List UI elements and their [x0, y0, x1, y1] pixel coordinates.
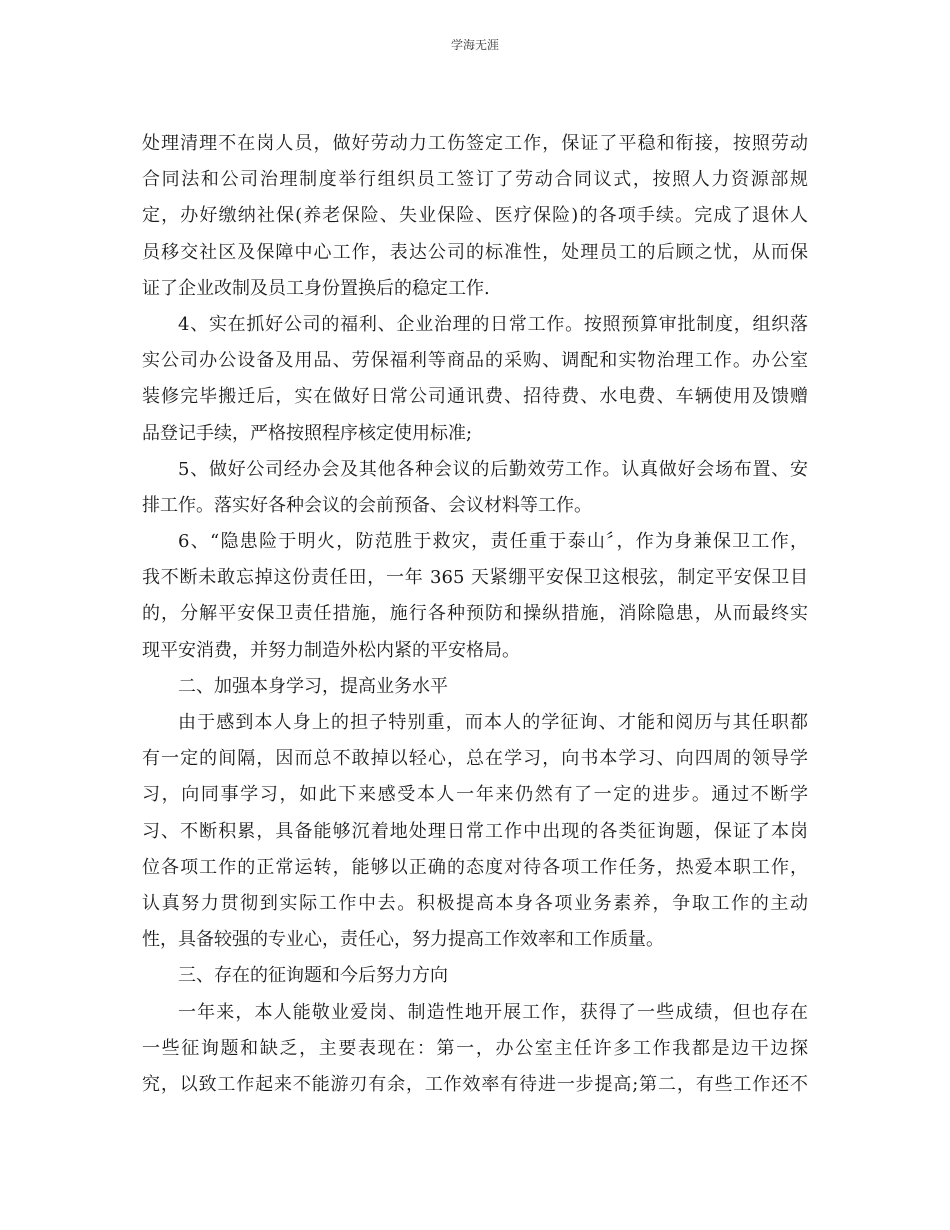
text-line: 合同法和公司治理制度举行组织员工签订了劳动合同议式，按照人力资源部规	[142, 169, 808, 191]
text-line: 定，办好缴纳社保(养老保险、失业保险、医疗保险)的各项手续。完成了退休人	[142, 205, 808, 227]
text-line: 认真努力贯彻到实际工作中去。积极提高本身各项业务素养，争取工作的主动	[142, 892, 808, 914]
text-line: 习、不断积累，具备能够沉着地处理日常工作中出现的各类征询题，保证了本岗	[142, 820, 808, 842]
text-line: 品登记手续，严格按照程序核定使用标准;	[142, 422, 473, 444]
paragraph-first-line: 一年来，本人能敬业爱岗、制造性地开展工作，获得了一些成绩，但也存在	[178, 1001, 808, 1023]
text-line: 排工作。落实好各种会议的会前预备、会议材料等工作。	[142, 494, 592, 516]
text-line: 处理清理不在岗人员，做好劳动力工伤签定工作，保证了平稳和衔接，按照劳动	[142, 133, 808, 154]
page-header: 学海无涯	[450, 38, 499, 52]
section-heading: 三、存在的征询题和今后努力方向	[178, 965, 448, 987]
text-line: 有一定的间隔，因而总不敢掉以轻心，总在学习，向书本学习、向四周的领导学	[142, 748, 808, 770]
text-line: 性，具备较强的专业心，责任心，努力提高工作效率和工作质量。	[142, 929, 664, 951]
text-line: 装修完毕搬迁后，实在做好日常公司通讯费、招待费、水电费、车辆使用及馈赠	[142, 386, 808, 408]
text-line: 现平安消费，并努力制造外松内紧的平安格局。	[142, 639, 520, 661]
paragraph-first-line: 6、“隐患险于明火，防范胜于救灾，责任重于泰山〞，作为身兼保卫工作，	[178, 531, 808, 553]
text-line: 我不断未敢忘掉这份责任田，一年 365 天紧绷平安保卫这根弦，制定平安保卫目	[142, 567, 808, 589]
paragraph-first-line: 5、做好公司经办会及其他各种会议的后勤效劳工作。认真做好会场布置、安	[178, 458, 808, 480]
section-heading: 二、加强本身学习，提高业务水平	[178, 675, 448, 697]
body-text	[142, 126, 808, 1103]
text-line: 的，分解平安保卫责任措施，施行各种预防和操纵措施，消除隐患，从而最终实	[142, 603, 808, 625]
text-line: 位各项工作的正常运转，能够以正确的态度对待各项工作任务，热爱本职工作，	[142, 856, 808, 878]
text-line: 证了企业改制及员工身份置换后的稳定工作.	[142, 277, 490, 299]
text-line: 习，向同事学习，如此下来感受本人一年来仍然有了一定的进步。通过不断学	[142, 784, 808, 806]
paragraph-first-line: 4、实在抓好公司的福利、企业治理的日常工作。按照预算审批制度，组织落	[178, 313, 808, 335]
paragraph-first-line: 由于感到本人身上的担子特别重，而本人的学征询、才能和阅历与其任职都	[178, 712, 808, 733]
text-line: 究，以致工作起来不能游刃有余，工作效率有待进一步提高;第二，有些工作还不	[142, 1073, 808, 1095]
text-line: 一些征询题和缺乏，主要表现在：第一，办公室主任许多工作我都是边干边探	[142, 1037, 808, 1059]
text-line: 员移交社区及保障中心工作，表达公司的标准性，处理员工的后顾之忧，从而保	[142, 241, 808, 263]
text-line: 实公司办公设备及用品、劳保福利等商品的采购、调配和实物治理工作。办公室	[142, 350, 808, 372]
